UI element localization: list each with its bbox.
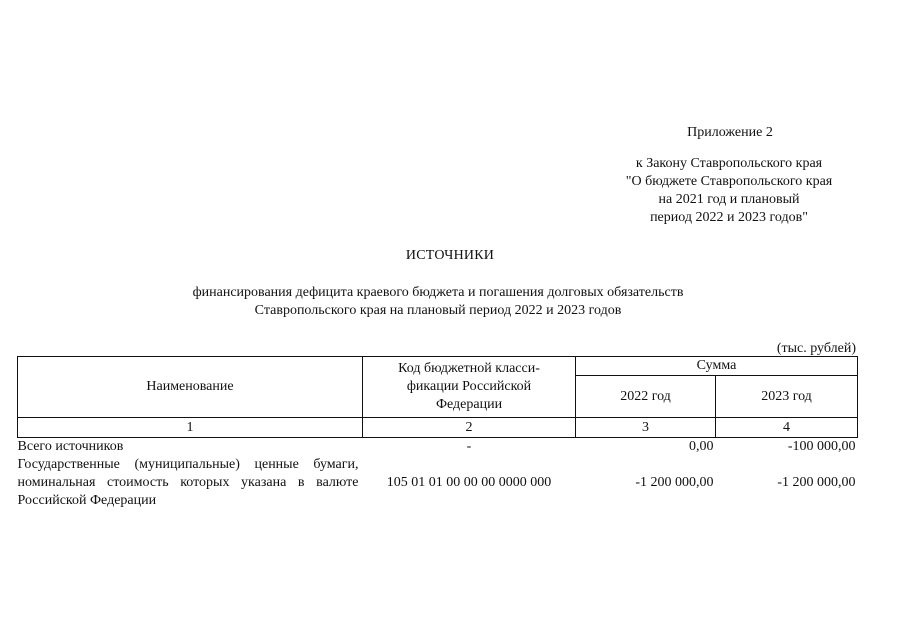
appendix-law-reference xyxy=(598,155,860,227)
header-name: Наименование xyxy=(18,357,363,418)
subtitle-line: финансирования дефицита краевого бюджета и погашения долговых обязательств xyxy=(192,285,684,300)
header-code-line: фикации Российской xyxy=(406,379,532,394)
row-value-2023: -1 200 000,00 xyxy=(777,475,856,490)
table-row xyxy=(18,456,858,510)
header-code-line: Федерации xyxy=(435,397,503,412)
header-year-2022: 2022 год xyxy=(576,376,716,418)
column-number: 1 xyxy=(18,418,363,438)
table-row xyxy=(18,438,858,457)
sources-table xyxy=(17,356,858,510)
appendix-law-line: период 2022 и 2023 годов" xyxy=(650,210,808,225)
units-label: (тыс. рублей) xyxy=(776,341,856,356)
document-title: ИСТОЧНИКИ xyxy=(405,248,495,263)
column-number: 2 xyxy=(363,418,576,438)
row-value-2022: -1 200 000,00 xyxy=(635,475,714,490)
appendix-number: Приложение 2 xyxy=(687,125,773,140)
row-value-2022: 0,00 xyxy=(689,439,714,454)
subtitle-line: Ставропольского края на плановый период 2022 и 2023 годов xyxy=(254,303,622,318)
table-header-row xyxy=(18,357,858,376)
row-code: 105 01 01 00 00 00 0000 000 xyxy=(386,475,552,490)
row-name: Всего источников xyxy=(17,439,124,454)
column-number: 4 xyxy=(716,418,858,438)
header-sum: Сумма xyxy=(576,357,858,376)
row-code: - xyxy=(466,439,472,454)
header-code xyxy=(363,357,576,418)
column-number: 3 xyxy=(576,418,716,438)
appendix-law-line: "О бюджете Ставропольского края xyxy=(625,174,833,189)
header-code-line: Код бюджетной класси- xyxy=(398,361,540,376)
header-year-2023: 2023 год xyxy=(716,376,858,418)
appendix-law-line: на 2021 год и плановый xyxy=(658,192,800,207)
appendix-law-line: к Закону Ставропольского края xyxy=(635,156,823,171)
column-numbers-row xyxy=(18,418,858,438)
document-subtitle xyxy=(0,284,876,320)
row-name: Государственные (муниципальные) ценные бумаги, номинальная стоимость которых указана в валюте Российской Федерации xyxy=(17,457,359,508)
row-value-2023: -100 000,00 xyxy=(787,439,856,454)
